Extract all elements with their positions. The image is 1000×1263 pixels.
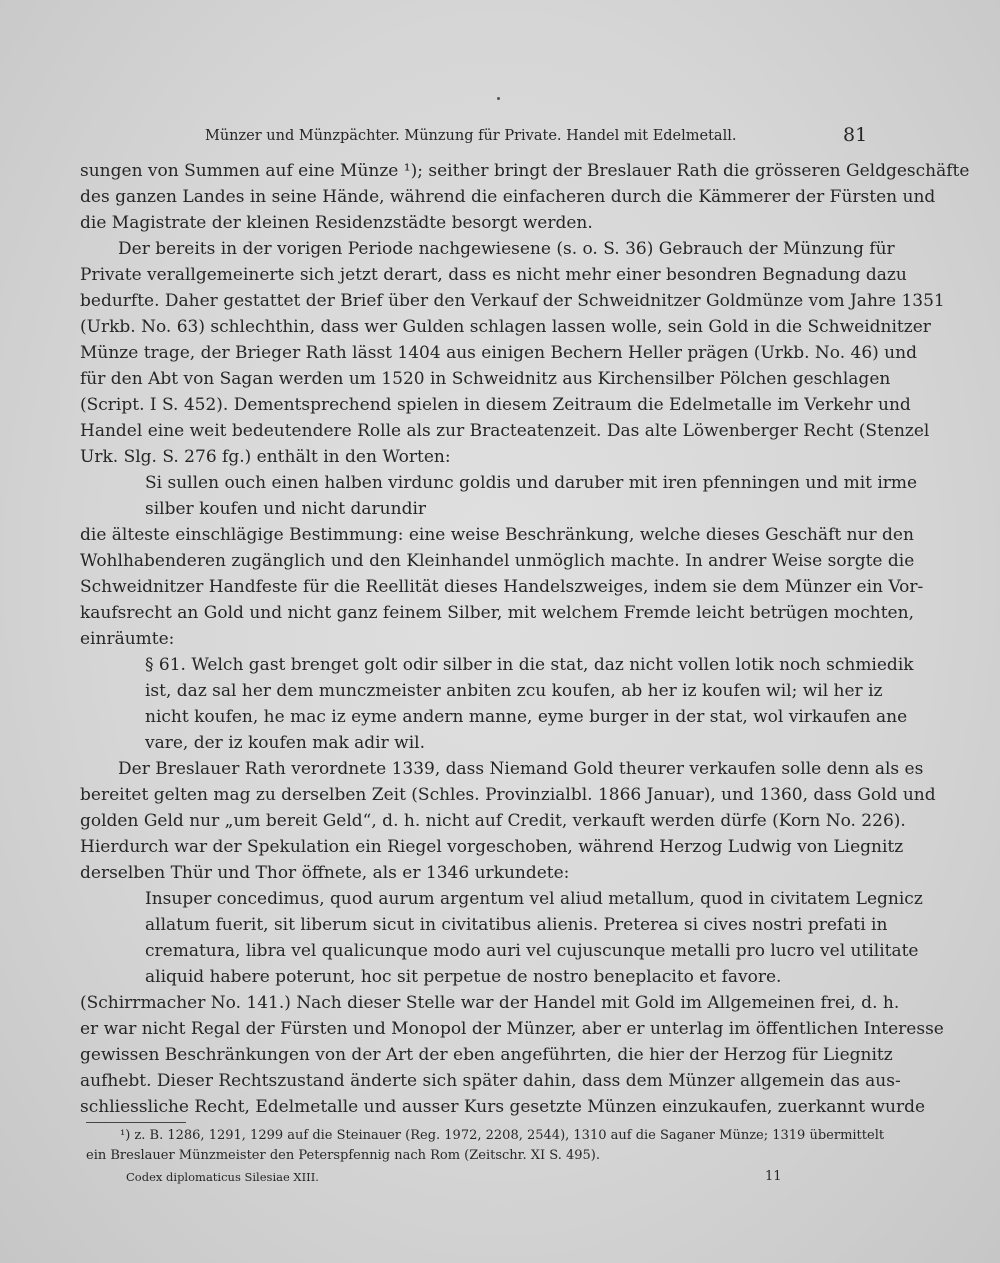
- text-line: des ganzen Landes in seine Hände, während die einfacheren durch die Kämmerer der Fürsten und: [80, 187, 936, 207]
- text-line: (Schirrmacher No. 141.) Nach dieser Stelle war der Handel mit Gold im Allgemeinen frei, d. h.: [80, 993, 900, 1013]
- text-line: Schweidnitzer Handfeste für die Reellität dieses Handelszweiges, indem sie dem Münzer ein Vor-: [80, 577, 924, 597]
- quote-line: § 61. Welch gast brenget golt odir silber in die stat, daz nicht vollen lotik noch schmiedik: [145, 655, 914, 675]
- quote-line: ist, daz sal her dem munczmeister anbiten zcu koufen, ab her iz koufen wil; wil her iz: [145, 681, 883, 701]
- paper-speck: [497, 97, 500, 100]
- footnote-line: ¹) z. B. 1286, 1291, 1299 auf die Steinauer (Reg. 1972, 2208, 2544), 1310 auf die Saganer Münze; 1319 übermittelt: [120, 1128, 885, 1143]
- text-line: schliessliche Recht, Edelmetalle und ausser Kurs gesetzte Münzen einzukaufen, zuerkannt wurde: [80, 1097, 926, 1117]
- footnotes: [86, 1126, 885, 1166]
- footnote-rule: [86, 1122, 186, 1123]
- text-line: bedurfte. Daher gestattet der Brief über den Verkauf der Schweidnitzer Goldmünze vom Jahre 1351: [80, 291, 945, 311]
- text-line: Private verallgemeinerte sich jetzt derart, dass es nicht mehr einer besondren Begnadung dazu: [80, 265, 907, 285]
- text-line: Der Breslauer Rath verordnete 1339, dass Niemand Gold theurer verkaufen solle denn als es: [118, 759, 924, 779]
- text-line: die Magistrate der kleinen Residenzstädte besorgt werden.: [80, 213, 593, 233]
- quote-line: crematura, libra vel qualicunque modo auri vel cujuscunque metalli pro lucro vel utilitate: [145, 941, 919, 961]
- text-line: sungen von Summen auf eine Münze ¹); seither bringt der Breslauer Rath die grösseren Geldgeschäfte: [80, 161, 970, 181]
- text-line: golden Geld nur „um bereit Geld“, d. h. nicht auf Credit, verkauft werden dürfe (Korn No. 226).: [80, 811, 906, 831]
- text-line: derselben Thür und Thor öffnete, als er 1346 urkundete:: [80, 863, 570, 883]
- footnote-line: ein Breslauer Münzmeister den Peterspfennig nach Rom (Zeitschr. XI S. 495).: [86, 1148, 600, 1163]
- signature-line: Codex diplomaticus Silesiae XIII.: [126, 1170, 319, 1184]
- text-line: (Urkb. No. 63) schlechthin, dass wer Gulden schlagen lassen wolle, sein Gold in die Schweidnitzer: [80, 317, 931, 337]
- quote-line: Si sullen ouch einen halben virdunc goldis und daruber mit iren pfenningen und mit irme: [145, 473, 918, 493]
- text-line: kaufsrecht an Gold und nicht ganz feinem Silber, mit welchem Fremde leicht betrügen mochten,: [80, 603, 914, 623]
- text-line: bereitet gelten mag zu derselben Zeit (Schles. Provinzialbl. 1866 Januar), und 1360, dass Gold und: [80, 785, 936, 805]
- body-text: [80, 158, 970, 1120]
- text-line: Wohlhabenderen zugänglich und den Kleinhandel unmöglich machte. In andrer Weise sorgte die: [80, 551, 915, 571]
- text-line: einräumte:: [80, 629, 175, 649]
- text-line: Handel eine weit bedeutendere Rolle als zur Bracteatenzeit. Das alte Löwenberger Recht (Stenzel: [80, 421, 930, 441]
- text-line: Der bereits in der vorigen Periode nachgewiesene (s. o. S. 36) Gebrauch der Münzung für: [118, 239, 895, 259]
- running-head: Münzer und Münzpächter. Münzung für Private. Handel mit Edelmetall.: [205, 128, 737, 144]
- text-line: (Script. I S. 452). Dementsprechend spielen in diesem Zeitraum die Edelmetalle im Verkehr und: [80, 395, 911, 415]
- page-number: 81: [843, 124, 868, 146]
- quote-line: nicht koufen, he mac iz eyme andern manne, eyme burger in der stat, wol virkaufen ane: [145, 707, 908, 727]
- text-line: gewissen Beschränkungen von der Art der eben angeführten, die hier der Herzog für Liegnitz: [80, 1045, 893, 1065]
- page-header: [0, 124, 1000, 154]
- text-line: er war nicht Regal der Fürsten und Monopol der Münzer, aber er unterlag im öffentlichen Interesse: [80, 1019, 944, 1039]
- quote-line: Insuper concedimus, quod aurum argentum vel aliud metallum, quod in civitatem Legnicz: [145, 889, 923, 909]
- quote-line: silber koufen und nicht darundir: [145, 499, 427, 519]
- quote-line: aliquid habere poterunt, hoc sit perpetue de nostro beneplacito et favore.: [145, 967, 782, 987]
- quote-line: allatum fuerit, sit liberum sicut in civitatibus alienis. Preterea si cives nostri prefati in: [145, 915, 888, 935]
- text-line: Münze trage, der Brieger Rath lässt 1404 aus einigen Bechern Heller prägen (Urkb. No. 46) und: [80, 343, 917, 363]
- sheet-number: 11: [765, 1169, 782, 1184]
- text-line: die älteste einschlägige Bestimmung: eine weise Beschränkung, welche dieses Geschäft nur den: [80, 525, 914, 545]
- text-line: für den Abt von Sagan werden um 1520 in Schweidnitz aus Kirchensilber Pölchen geschlagen: [80, 369, 891, 389]
- text-line: Urk. Slg. S. 276 fg.) enthält in den Worten:: [80, 447, 451, 467]
- text-line: aufhebt. Dieser Rechtszustand änderte sich später dahin, dass dem Münzer allgemein das aus-: [80, 1071, 901, 1091]
- text-line: Hierdurch war der Spekulation ein Riegel vorgeschoben, während Herzog Ludwig von Liegnitz: [80, 837, 904, 857]
- quote-line: vare, der iz koufen mak adir wil.: [145, 733, 425, 753]
